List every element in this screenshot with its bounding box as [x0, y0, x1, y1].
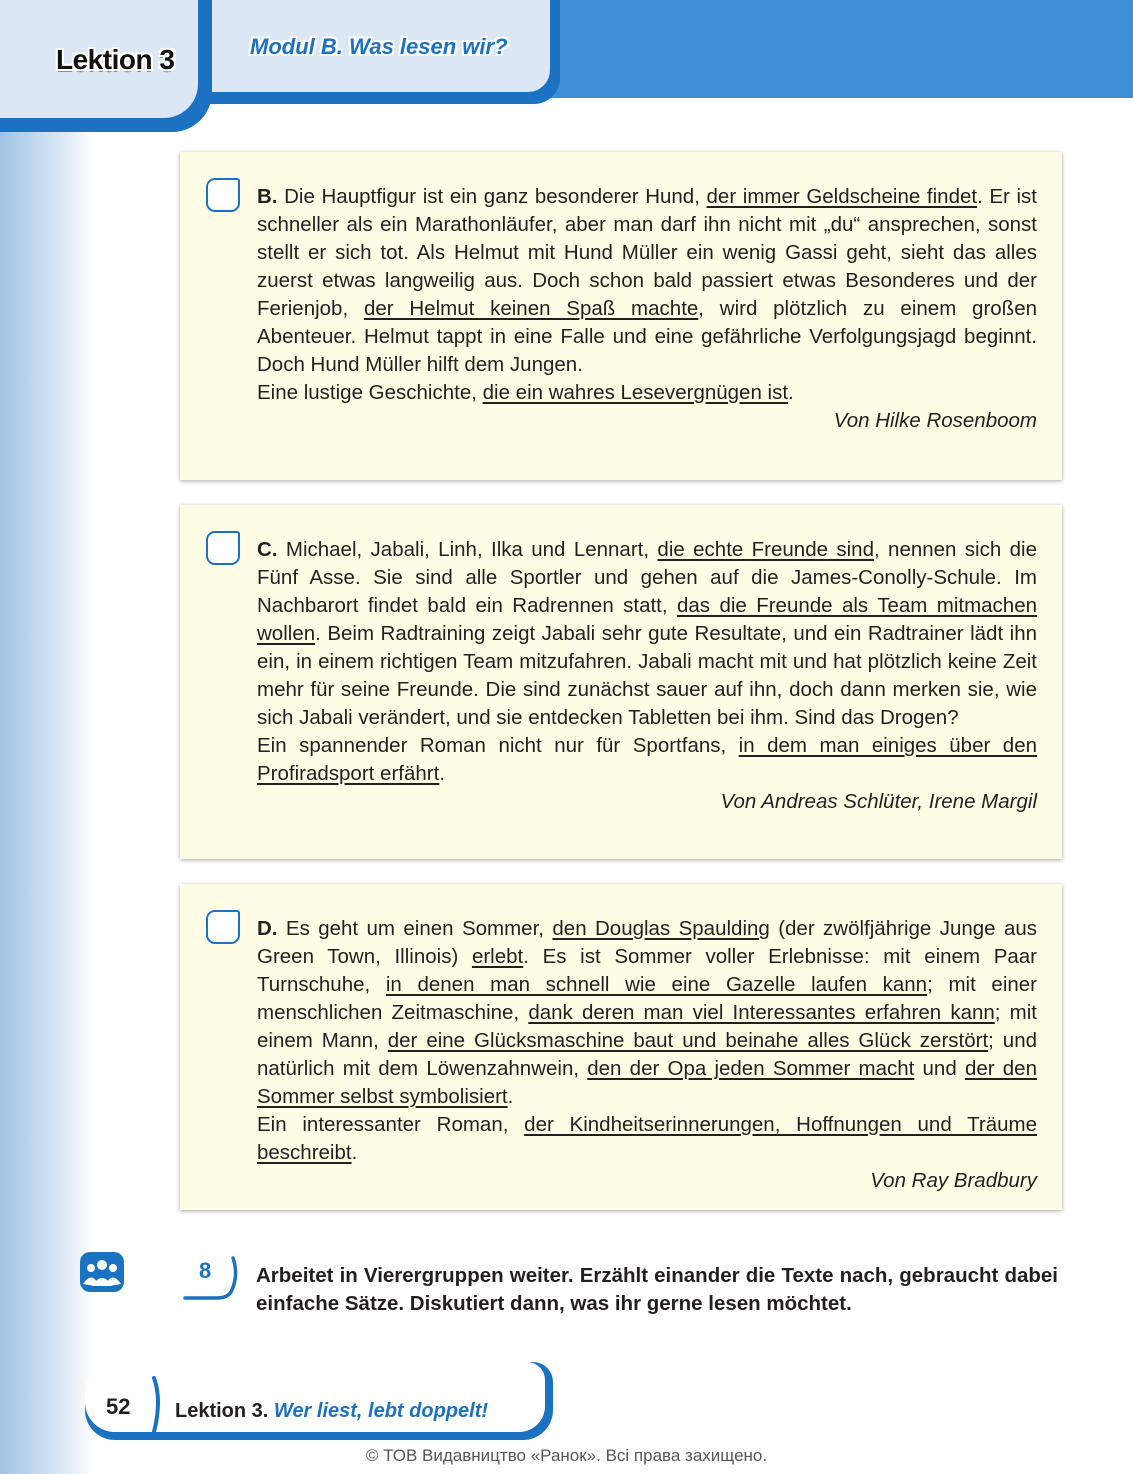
- group-work-icon: [80, 1252, 124, 1292]
- text-span: ; und natürlich mit dem Löwenzahnwein,: [257, 1029, 1037, 1080]
- text-span: Ein spannender Roman nicht nur für Sportfans,: [257, 734, 739, 757]
- underlined-phrase: den der Opa jeden Sommer macht: [587, 1057, 915, 1080]
- lesson-tab-label: Lektion 3: [56, 44, 175, 75]
- card-label: D.: [257, 917, 278, 940]
- underlined-phrase: erlebt: [471, 945, 524, 968]
- text-span: . Beim Radtraining zeigt Jabali sehr gute Resultate, und ein Radtrainer lädt ihn ein, in einem richtigen Team mitzufahren. Jabali macht mit und hat plötzlich keine Zeit mehr für seine Freunde. Die sind zunächst sauer auf ihn, doch dann merken sie, wie sich Jabali verändert, und sie entdecken Tabletten bei ihm. Sind das Drogen?: [257, 622, 1037, 729]
- underlined-phrase: in denen man schnell wie eine Gazelle laufen kann: [385, 973, 928, 996]
- card-label: B.: [257, 185, 278, 208]
- text-span: .: [788, 381, 794, 404]
- text-span: . Es ist Sommer voller Erlebnisse: mit einem Paar Turnschuhe,: [257, 945, 1037, 996]
- text-span: ; mit einer menschlichen Zeitmaschine,: [257, 973, 1038, 1024]
- group-work-icon-svg: [80, 1252, 124, 1292]
- text-span: Eine lustige Geschichte,: [257, 381, 483, 404]
- checkbox-icon[interactable]: [206, 910, 240, 944]
- text-span: ; mit einem Mann,: [257, 1001, 1037, 1052]
- card-b-text: [257, 183, 1037, 435]
- checkbox-icon[interactable]: [206, 531, 240, 565]
- copyright-notice: © ТОВ Видавництво «Ранок». Всі права захищено.: [365, 1446, 768, 1465]
- text-span: .: [351, 1141, 358, 1164]
- footer-lesson: Lektion 3.: [175, 1400, 269, 1422]
- text-card-c: [180, 505, 1062, 859]
- page-number: 52: [106, 1394, 131, 1419]
- underlined-phrase: der immer Geldscheine findet: [706, 185, 978, 208]
- footer-title: [175, 1400, 488, 1423]
- footer-chapter-title: Wer liest, lebt doppelt!: [273, 1400, 489, 1422]
- card-author: Von Andreas Schlüter, Irene Margil: [720, 790, 1037, 813]
- card-c-text: [257, 536, 1037, 816]
- card-author: Von Ray Bradbury: [870, 1169, 1037, 1192]
- underlined-phrase: den Douglas Spaulding: [552, 917, 770, 940]
- text-span: , wird plötzlich zu einem großen Abenteuer. Helmut tappt in eine Falle und eine gefährliche Verfolgungsjagd beginnt. Doch Hund Müller hilft dem Jungen.: [257, 297, 1038, 376]
- checkbox-icon[interactable]: [206, 178, 240, 212]
- card-label: C.: [257, 538, 278, 561]
- text-card-b: [180, 152, 1062, 480]
- underlined-phrase: die echte Freunde sind: [657, 538, 874, 561]
- task-instruction: Arbeitet in Vierergruppen weiter. Erzählt einander die Texte nach, gebraucht dabei einfache Sätze. Diskutiert dann, was ihr gerne lesen möchtet.: [256, 1264, 1058, 1315]
- text-span: Michael, Jabali, Linh, Ilka und Lennart,: [277, 538, 658, 561]
- text-span: .: [507, 1085, 514, 1108]
- module-title: Modul B. Was lesen wir?: [250, 34, 508, 59]
- card-author: Von Hilke Rosenboom: [833, 409, 1037, 432]
- task-number-badge: [183, 1256, 239, 1300]
- task-number: 8: [199, 1258, 212, 1283]
- underlined-phrase: der eine Glücksmaschine baut und beinahe alles Glück zerstört: [387, 1029, 989, 1052]
- text-span: , nennen sich die Fünf Asse. Sie sind alle Sportler und gehen auf die James-Conolly-Schule. Im Nachbarort findet bald ein Radrennen statt,: [257, 538, 1037, 617]
- text-span: Die Hauptfigur ist ein ganz besonderer Hund,: [277, 185, 707, 208]
- underlined-phrase: das die Freunde als Team mitmachen wollen: [257, 594, 1037, 645]
- footer-divider: [150, 1376, 164, 1436]
- underlined-phrase: die ein wahres Lesevergnügen ist: [482, 381, 789, 404]
- text-span: Es geht um einen Sommer,: [277, 917, 553, 940]
- text-span: . Er ist schneller als ein Marathonläufer, aber man darf ihn nicht mit „du“ ansprechen, sonst stellt er sich tot. Als Helmut mit Hund Müller ein wenig Gassi geht, sieht das alles zuerst etwas langweilig aus. Doch schon bald passiert etwas Besonderes und der Ferienjob,: [257, 185, 1037, 320]
- card-d-text: [257, 915, 1037, 1195]
- text-card-d: [180, 884, 1062, 1210]
- text-span: und: [914, 1057, 965, 1080]
- underlined-phrase: in dem man einiges über den Profiradsport erfährt: [257, 734, 1037, 785]
- text-span: Ein interessanter Roman,: [257, 1113, 525, 1136]
- underlined-phrase: der den Sommer selbst symbolisiert: [257, 1057, 1037, 1108]
- underlined-phrase: der Helmut keinen Spaß machte: [363, 297, 699, 320]
- text-span: (der zwölfjährige Junge aus Green Town, Illinois): [257, 917, 1038, 968]
- underlined-phrase: dank deren man viel Interessantes erfahren kann: [528, 1001, 995, 1024]
- underlined-phrase: der Kindheitserinnerungen, Hoffnungen und Träume beschreibt: [257, 1113, 1037, 1164]
- text-span: .: [439, 762, 446, 785]
